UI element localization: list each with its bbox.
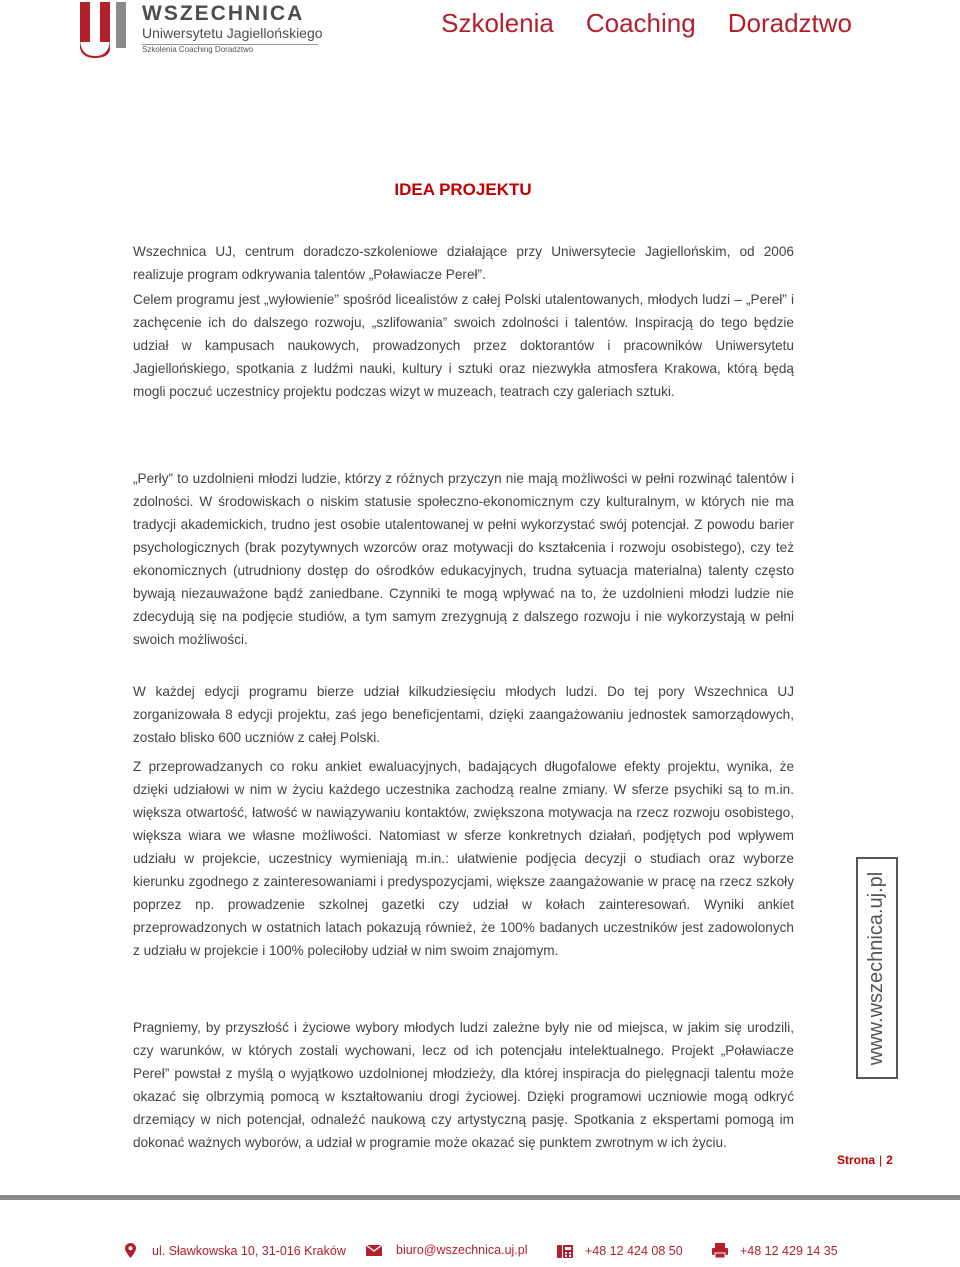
page-separator: | <box>879 1153 883 1167</box>
paragraph-text: Celem programu jest „wyłowienie” spośród licealistów z całej Polski utalentowanych, młodych ludzi – „Pereł” i zachęcenie ich do dalszego rozwoju, „szlifowania” swoich zdolności i talentów. Inspiracją do tego będzie udział w kampusach naukowych, prowadzonych przez doktorantów i pracowników Uniwersytetu Jagiellońskiego, spotkania z ludźmi nauki, kultury i sztuki oraz niezwykła atmosfera Krakowa, którą będą mogli poczuć uczestnicy projektu podczas wizyt w muzeach, teatrach czy galeriach sztuki. <box>133 292 794 399</box>
paragraph-text: Z przeprowadzanych co roku ankiet ewaluacyjnych, badających długofalowe efekty projektu, wynika, że dzięki udziałowi w nim w życiu każdego uczestnika zachodzą realne zmiany. W sferze psychiki są to m.in. większa otwartość, łatwość w nawiązywaniu kontaktów, zwiększona motywacja na rzecz rozwoju osobistego, większa wiara we własne możliwości. Natomiast w sferze konkretnych działań, podjętych pod wpływem udziału w projekcie, uczestnicy wymieniają m.in.: ułatwienie podjęcia decyzji o studiach oraz wyborze kierunku zgodnego z zainteresowaniami i predyspozycjami, większe zaangażowanie w pracę na rzecz szkoły poprzez np. prowadzenie szkolnej gazetki czy udział w kołach zainteresowań. Wyniki ankiet przeprowadzonych w ostatnich latach pokazują również, że 100% badanych uczestników jest zadowolonych z udziału w projekcie i 100% poleciłoby udział w nim swoim znajomym. <box>133 759 794 958</box>
footer-address <box>125 1243 346 1258</box>
footer-email-text[interactable]: biuro@wszechnica.uj.pl <box>396 1243 528 1257</box>
nav-szkolenia[interactable]: Szkolenia <box>441 8 554 38</box>
page-number <box>837 1153 893 1167</box>
logo-mark-icon <box>80 2 132 58</box>
fax-icon <box>712 1243 728 1258</box>
paragraph-survey <box>133 755 794 962</box>
footer-phone-text[interactable]: +48 12 424 08 50 <box>585 1243 683 1258</box>
phone-icon <box>557 1243 573 1258</box>
paragraph-text: „Perły” to uzdolnieni młodzi ludzie, którzy z różnych przyczyn nie mają możliwości w pełni rozwinąć talentów i zdolności. W środowiskach o niskim statusie społeczno-ekonomicznym czy kulturalnym, w których nie ma tradycji akademickich, trudno jest osobie utalentowanej w pełni wykorzystać swój potencjał. Z powodu barier psychologicznych (brak pozytywnych wzorców oraz motywacji do kształcenia i rozwoju osobistego), czy też ekonomicznych (utrudniony dostęp do ośrodków edukacyjnych, trudna sytuacja materialna) talenty często bywają niezauważone bądź zaniedbane. Czynniki te mogą wpływać na to, że uzdolnieni młodzi ludzie nie zdecydują się na podjęcie studiów, a tym samym zrezygnują z dalszego rozwoju i nie wykorzystają w pełni swoich możliwości. <box>133 471 794 647</box>
envelope-icon <box>366 1245 382 1256</box>
footer-divider <box>0 1195 960 1200</box>
footer-address-text: ul. Sławkowska 10, 31-016 Kraków <box>152 1243 346 1258</box>
paragraph-mission <box>133 1016 794 1154</box>
paragraph-pearls <box>133 467 794 651</box>
footer-phone[interactable] <box>557 1243 683 1258</box>
top-navigation <box>441 8 852 39</box>
paragraph-text: W każdej edycji programu bierze udział kilkudziesięciu młodych ludzi. Do tej pory Wszechnica UJ zorganizowała 8 edycji projektu, zaś jego beneficjentami, dzięki zaangażowaniu jednostek samorządowych, zostało blisko 600 uczniów z całej Polski. <box>133 684 794 745</box>
nav-coaching[interactable]: Coaching <box>585 8 696 38</box>
paragraph-editions <box>133 680 794 749</box>
footer-email[interactable] <box>366 1243 528 1257</box>
logo-tagline: Szkolenia Coaching Doradztwo <box>142 45 254 54</box>
footer-fax-text[interactable]: +48 12 429 14 35 <box>740 1243 838 1258</box>
logo[interactable] <box>80 2 323 58</box>
nav-doradztwo[interactable]: Doradztwo <box>727 8 852 38</box>
paragraph-text: Wszechnica UJ, centrum doradczo-szkoleniowe działające przy Uniwersytecie Jagiellońskim, od 2006 realizuje program odkrywania talentów „Poławiacze Pereł”. <box>133 244 794 282</box>
location-pin-icon <box>125 1243 136 1258</box>
page-number-value: 2 <box>886 1153 893 1167</box>
footer-fax[interactable] <box>712 1243 838 1258</box>
logo-subtitle: Uniwersytetu Jagiellońskiego <box>142 25 323 41</box>
paragraph-intro <box>133 240 794 286</box>
side-website-url: www.wszechnica.uj.pl <box>865 871 888 1065</box>
side-website-box[interactable] <box>856 857 898 1079</box>
section-title: IDEA PROJEKTU <box>394 180 532 199</box>
logo-title: WSZECHNICA <box>142 2 305 25</box>
page-label: Strona <box>837 1153 876 1167</box>
paragraph-goal <box>133 288 794 403</box>
paragraph-text: Pragniemy, by przyszłość i życiowe wybory młodych ludzi zależne były nie od miejsca, w jakim się urodzili, czy warunków, w których zostali wychowani, lecz od ich potencjału intelektualnego. Projekt „Poławiacze Pereł” powstał z myślą o wyjątkowo uzdolnionej młodzieży, dla której inspiracja do pielęgnacji talentu może okazać się olbrzymią pomocą w kształtowaniu drogi życiowej. Dzięki programowi uczniowie mogą odkryć drzemiący w nich potencjał, odnaleźć naukową czy artystyczną pasję. Spotkania z ekspertami pomogą im dokonać ważnych wyborów, a udział w programie może okazać się punktem zwrotnym w ich życiu. <box>133 1020 794 1150</box>
footer <box>0 1243 960 1267</box>
